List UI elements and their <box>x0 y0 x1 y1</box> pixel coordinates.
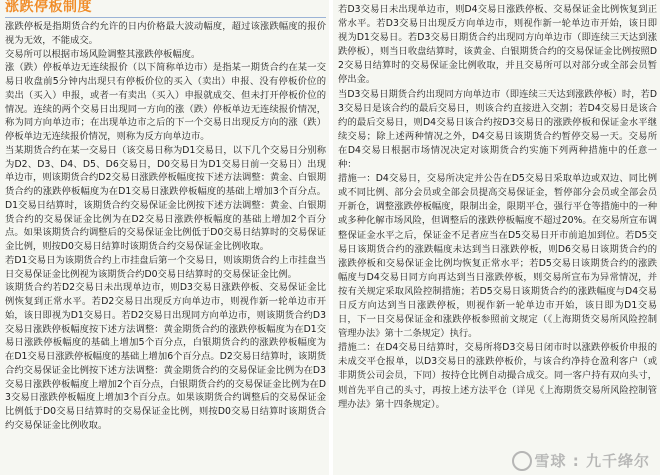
paragraph: 若D3交易日未出现单边市，则D4交易日涨跌停板、交易保证金比例恢复到正常水平。若D3交易日出现反方向单边市，则视作新一轮单边市开始，该日即视为D1交易日。若D3交易日期货合约出现同方向单边市（即连续三天达到涨跌停板），则当日收盘结算时，该黄金、白银期货合约的交易保证金比例按照D2交易日结算时的交易保证金比例收取，并且交易所可以对部分或全部会员暂停出金。 <box>338 4 657 86</box>
paragraph: 涨（跌）停板单边无连续报价（以下简称单边市）是指某一期货合约在某一交易日收盘前5分钟内出现只有停板价位的买入（卖出）申报、没有停板价位的卖出（买入）申报，或者一有卖出（买入）申报就成交、但未打开停板价位的情况。连续的两个交易日出现同一方向的涨（跌）停板单边无连续报价情况，称为同方向单边市；在出现单边市之后的下一个交易日出现反方向的涨（跌）停板单边无连续报价情况，则称为反方向单边市。 <box>5 62 326 142</box>
title-underline <box>5 0 326 18</box>
paragraph: 涨跌停板是指期货合约允许的日内价格最大波动幅度，超过该涨跌幅度的报价视为无效，不能成交。 <box>5 21 326 46</box>
right-column <box>333 0 660 475</box>
paragraph: 当某期货合约在某一交易日（该交易日称为D1交易日，以下几个交易日分别称为D2、D3、D4、D5、D6交易日，D0交易日为D1交易日前一交易日）出现单边市，则该期货合约D2交易日涨跌停板幅度按下述方法调整：黄金、白银期货合约的涨跌停板幅度为在D1交易日涨跌停板幅度的基础上增加3个百分点。D1交易日结算时，该期货合约交易保证金比例按下述方法调整：黄金、白银期货合约的交易保证金比例为在D2交易日涨跌停板幅度的基础上增加2个百分点。如果该期货合约调整后的交易保证金比例低于D0交易日结算时的交易保证金比例，则按D0交易日结算时该期货合约交易保证金比例收取。 <box>5 144 326 252</box>
watermark <box>512 450 650 472</box>
paragraph: 措施一：D4交易日，交易所决定并公告在D5交易日采取单边或双边、同比例或不同比例、部分会员或全部会员提高交易保证金，暂停部分会员或全部会员开新仓，调整涨跌停板幅度，限制出金，限期平仓，强行平仓等措施中的一种或多种化解市场风险，但调整后的涨跌停板幅度不超过20%。在交易所宣布调整保证金水平之后，保证金不足者应当在D5交易日开市前追加到位。若D5交易日该期货合约的涨跌幅度未达到当日涨跌停板，则D6交易日该期货合约的涨跌停板和交易保证金比例均恢复正常水平；若D5交易日该期货合约的涨跌幅度与D4交易日同方向再达到当日涨跌停板，则交易所宣布为异常情况，并按有关规定采取风险控制措施；若D5交易日该期货合约的涨跌幅度与D4交易日反方向达到当日涨跌停板，则视作新一轮单边市开始，该日即为D1交易日，下一日交易保证金和涨跌停板参照前文规定（《上海期货交易所风险控制管理办法》第十二条规定）执行。 <box>338 173 657 340</box>
paragraph: 当D3交易日期货合约出现同方向单边市（即连续三天达到涨跌停板）时，若D3交易日是该合约的最后交易日，则该合约直接进入交割；若D4交易日是该合约的最后交易日，则D4交易日该合约按D3交易日的涨跌停板和保证金水平继续交易；除上述两种情况之外，D4交易日该期货合约暂停交易一天。交易所在D4交易日根据市场情况决定对该期货合约实施下列两种措施中的任意一种： <box>338 88 657 171</box>
watermark-text: 雪球 : 九千绛尔 <box>534 451 650 470</box>
snowball-logo-icon <box>512 451 532 471</box>
paragraph: 措施二：在D4交易日结算时，交易所将D3交易日闭市时以涨跌停板价申报的未成交平仓报单，以D3交易日的涨跌停板价，与该合约净持仓盈利客户（或非期货公司会员，下同）按持仓比例自动撮合成交。同一客户持有双向头寸，则首先平自己的头寸，再按上述方法平仓（详见《上海期货交易所风险控制管理办法》第十四条规定）。 <box>338 342 657 410</box>
page-title: 涨跌停板制度 <box>5 0 92 15</box>
paragraph: 若D1交易日为该期货合约上市挂盘后第一个交易日，则该期货合约上市挂盘当日交易保证金比例视为该期货合约D0交易日结算时的交易保证金比例。 <box>5 254 326 280</box>
paragraph: 交易所可以根据市场风险调整其涨跌停板幅度。 <box>5 48 201 60</box>
left-column <box>0 0 329 475</box>
paragraph: 该期货合约若D2交易日未出现单边市，则D3交易日涨跌停板、交易保证金比例恢复到正常水平。若D2交易日出现反方向单边市，则视作新一轮单边市开始，该日即视为D1交易日。若D2交易日出现同方向单边市，则该期货合约D3交易日涨跌停板幅度按下述方法调整：黄金期货合约的涨跌停板幅度为在D1交易日涨跌停板幅度的基础上增加5个百分点，白银期货合约的涨跌停板幅度为在D1交易日涨跌停板幅度的基础上增加6个百分点。D2交易日结算时，该期货合约交易保证金比例按下述方法调整：黄金期货合约的交易保证金比例为在D3交易日涨跌停板幅度上增加2个百分点，白银期货合约的交易保证金比例为在D3交易日涨跌停板幅度上增加3个百分点。如果该期货合约调整后的交易保证金比例低于D0交易日结算时的交易保证金比例，则按D0交易日结算时该期货合约交易保证金比例收取。 <box>5 282 326 431</box>
